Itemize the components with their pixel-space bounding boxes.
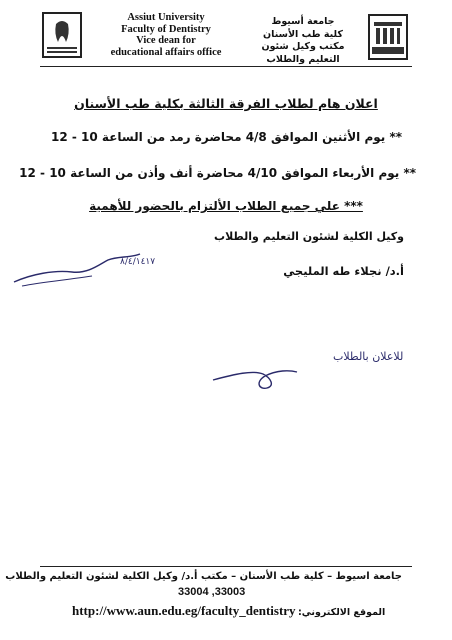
university-name-ar: جامعة أسيوط [271,16,335,27]
footer-website-label: الموقع الالكتروني: [298,607,386,618]
office-line-1: Vice dean for [136,35,196,46]
letterhead-arabic [250,16,356,66]
university-name: Assiut University [127,12,205,23]
header-rule [40,66,412,67]
announcement-attendance-note: *** علي جميع الطلاب الألتزام بالحضور للأهمية [89,199,363,213]
faculty-name: Faculty of Dentistry [121,23,211,35]
footer-address: جامعة اسيوط – كلية طب الأسنان – مكتب أ.د/ وكيل الكلية لشئون التعليم والطلاب [5,571,402,582]
footer-website-link[interactable]: http://www.aun.edu.eg/faculty_dentistry [72,603,296,618]
faculty-name-ar: كلية طب الأسنان [263,28,343,40]
letterhead-english [96,12,236,58]
signature-date: ٨/٤/١٤١٧ [120,257,156,267]
signatory-title: وكيل الكلية لشئون التعليم والطلاب [214,230,404,243]
signatory-name: أ.د/ نجلاء طه المليجي [283,264,404,278]
faculty-logo-icon [42,12,82,58]
announcement-line-wednesday: ** يوم الأربعاء الموافق 4/10 محاضرة أنف وأذن من الساعة 10 - 12 [19,166,416,180]
footer-rule [40,566,412,567]
announcement-line-monday: ** يوم الأثنين الموافق 4/8 محاضرة رمد من الساعة 10 - 12 [51,130,402,144]
handwritten-signature [8,246,158,296]
office-line-2-ar: التعليم والطلاب [266,53,340,65]
university-logo-icon [368,14,408,60]
handwritten-note [205,340,404,400]
office-line-2: educational affairs office [110,46,222,58]
announcement-title: اعلان هام لطلاب الفرقة الثالثة بكلية طب الأسنان [74,96,378,111]
office-line-1-ar: مكتب وكيل شئون [261,41,345,52]
footer-phone: 33004 ,33003 [178,586,246,598]
handwritten-note-text: للاعلان بالطلاب [333,350,404,363]
